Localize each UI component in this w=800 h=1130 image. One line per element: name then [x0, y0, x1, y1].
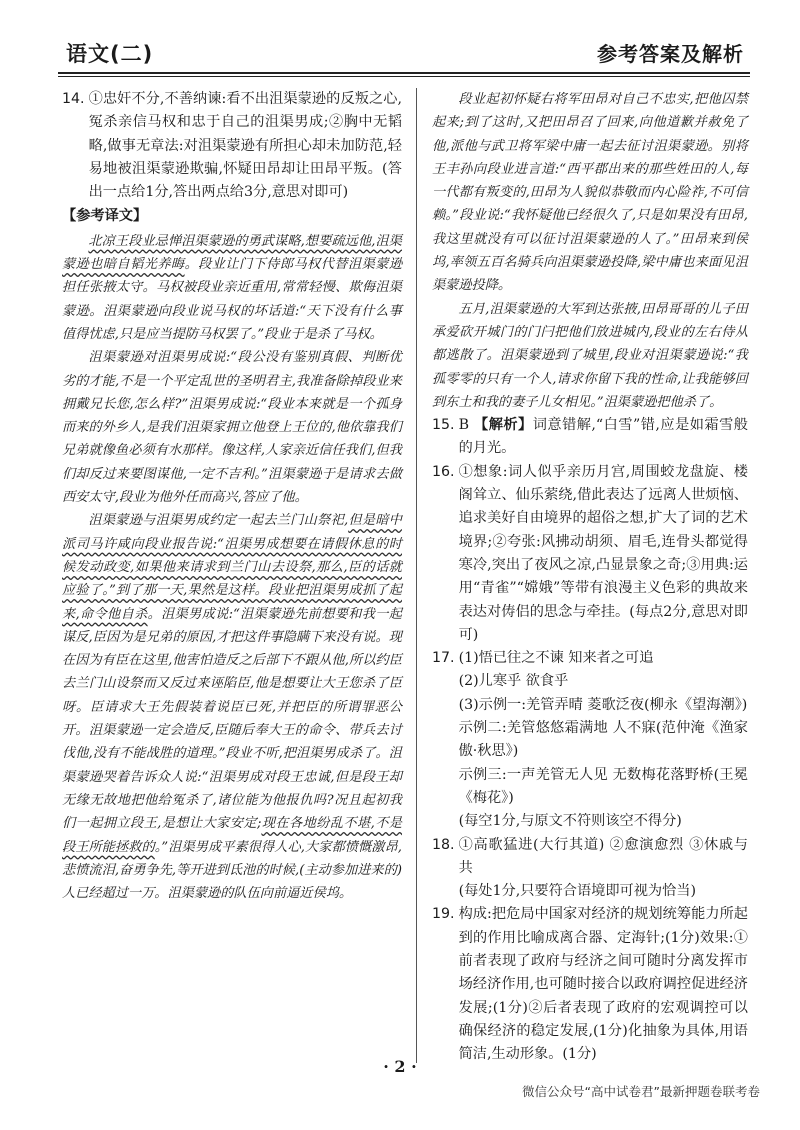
header-rule-thin — [58, 76, 750, 77]
translation-paragraph: 沮渠蒙逊对沮渠男成说:“段公没有鉴别真假、判断优劣的才能,不是一个平定乱世的圣明君主,我准备除掉段业来拥戴兄长您,怎么样?”沮渠男成说:“段业本来就是一个孤身而来的外乡人,是我们沮渠家拥立他登上王位的,他依靠我们兄弟就像鱼必须有水那样。像这样,人家亲近信任我们,但我们却反过来要图谋他,一定不吉利。”沮渠蒙逊于是请求去做西安太守,段业为他外任而高兴,答应了他。 — [62, 350, 402, 506]
answer-line: 示例三:一声羌管无人见 无数梅花落野桥(王冕《梅花》) — [458, 766, 748, 806]
answer-15 — [432, 414, 748, 461]
answer-line: ①高歌猛进(大行其道) ②愈演愈烈 ③休戚与共 — [458, 836, 748, 876]
answer-text: 构成:把危局中国家对经济的规划统筹能力所起到的作用比喻成离合器、定海针;(1分)效果:①前者表现了政府与经济之间可随时分离发挥市场经济作用,也可随时接合以政府调控促进经济发展;(1分)②后者表现了政府的宏观调控可以确保经济的稳定发展,(1分)化抽象为具体,用语简洁,生动形象。(1分) — [458, 906, 748, 1063]
column-divider — [416, 88, 417, 1063]
page-number: · 2 · — [383, 1057, 417, 1076]
answer-14 — [62, 88, 402, 204]
answer-17 — [432, 647, 748, 833]
answer-text: ①忠奸不分,不善纳谏:看不出沮渠蒙逊的反叛之心,冤杀亲信马权和忠于自己的沮渠男成;②胸中无韬略,做事无章法:对沮渠蒙逊有所担心却未加防范,轻易地被沮渠蒙逊欺骗,怀疑田昂却让田昂平叛。(答出一点给1分,答出两点给3分,意思对即可) — [88, 91, 402, 201]
answer-18 — [432, 834, 748, 904]
translation-paragraph: 五月,沮渠蒙逊的大军到达张掖,田昂哥哥的儿子田承爱砍开城门的门闩把他们放进城内,段业的左右侍从都逃散了。沮渠蒙逊到了城里,段业对沮渠蒙逊说:“我孤零零的只有一个人,请求你留下我的性命,让我能够回到东土和我的妻子儿女相见。”沮渠蒙逊把他杀了。 — [432, 301, 748, 410]
translation-text: 。沮渠男成说:“沮渠蒙逊先前想要和我一起谋反,臣因为是兄弟的原因,才把这件事隐瞒下来没有说。现在因为有臣在这里,他害怕造反之后部下不跟从他,所以约臣去兰门山设祭而又反过来诬陷臣,他是想要让大王您杀了臣呀。臣请求大王先假装着说臣已死,并把臣的所谓罪恶公开。沮渠蒙逊一定会造反,臣随后奉大王的命令、带兵去讨伐他,没有不能战胜的道理。”段业不听,把沮渠男成杀了。沮渠蒙逊哭着告诉众人说:“沮渠男成对段王忠诚,但是段王却无缘无故地把他给冤杀了,诸位能为他报仇吗?况且起初我们一起拥立段王,是想让大家安定; — [62, 606, 402, 832]
question-number: 16. — [432, 463, 455, 480]
answer-line: (3)示例一:羌管弄晴 菱歌泛夜(柳永《望海潮》) — [458, 696, 748, 713]
translation-paragraph — [62, 230, 402, 346]
answer-line: 示例二:羌管悠悠霜满地 人不寐(范仲淹《渔家傲·秋思》) — [458, 720, 748, 760]
page-header — [58, 28, 750, 76]
answer-letter: B — [458, 417, 470, 434]
answer-line: (1)悟已往之不谏 知来者之可追 — [458, 650, 654, 667]
header-rule — [58, 72, 750, 74]
question-number: 17. — [432, 650, 455, 667]
translation-text: 。段业让门下侍郎马权代替沮渠蒙逊担任张掖太守。马权被段业亲近重用,常常轻慢、欺侮沮渠蒙逊。沮渠蒙逊向段业说马权的坏话道:“天下没有什么事值得忧虑,只是应当提防马权罢了。”段业于是杀了马权。 — [62, 257, 403, 342]
translation-text: 。”沮渠男成平素很得人心,大家都愤慨激昂,悲愤流泪,奋勇争先,等开进到氐池的时候,(主动参加进来的)人已经超过一万。沮渠蒙逊的队伍向前逼近侯坞。 — [62, 839, 402, 902]
wavy-underlined-sentence: 北凉王段业忌惮沮渠蒙逊的勇武谋略,想要疏远他,沮渠蒙逊也暗自韬光养晦 — [62, 233, 402, 273]
answer-19 — [432, 903, 748, 1066]
watermark-text: 微信公众号“高中试卷君”最新押题卷联考卷 — [522, 1084, 760, 1099]
question-number: 18. — [432, 836, 455, 853]
section-title: 参考答案及解析 — [597, 42, 744, 66]
translation-paragraph: 段业起初怀疑右将军田昂对自己不忠实,把他囚禁起来;到了这时,又把田昂召了回来,向他道歉并赦免了他,派他与武卫将军梁中庸一起去征讨沮渠蒙逊。别将王丰孙向段业进言道:“西平郡出来的那些姓田的人,每一代都有叛变的,田昂为人貌似恭敬而内心险祚,不可信赖。”段业说:“我怀疑他已经很久了,只是如果没有田昂,我这里就没有可以征讨沮渠蒙逊的人了。”田昂来到侯坞,率领五百名骑兵向沮渠蒙逊投降,梁中庸也来面见沮渠蒙逊投降。 — [432, 92, 748, 294]
left-column — [62, 88, 402, 905]
translation-heading: 【参考译文】 — [62, 208, 148, 225]
wavy-underlined-sentence: 但是暗中派司马许咸向段业报告说:“沮渠男成想要在请假休息的时候发动政变,如果他来请求到兰门山去设祭,那么,臣的话就应验了。”到了那一天,果然是这样。段业把沮渠男成抓了起来,命令他自杀 — [62, 513, 402, 622]
answer-text: ①想象:词人似乎亲历月宫,周围蛟龙盘旋、楼阁耸立、仙乐萦绕,借此表达了远离人世烦恼、追求美好自由境界的超俗之想,扩大了词的艺术境界;②夸张:风拂动胡须、眉毛,连骨头都觉得寒冷,突出了夜风之凉,凸显景象之奇;③用典:运用“青雀”“嫦娥”等带有浪漫主义色彩的典故来表达对俦侣的思念与牵挂。(每点2分,意思对即可) — [458, 463, 748, 643]
answer-line: (2)儿寒乎 欲食乎 — [458, 673, 569, 690]
subject-title: 语文(二) — [66, 42, 154, 66]
translation-paragraph — [62, 509, 402, 905]
answer-16 — [432, 461, 748, 647]
translation-text: 沮渠蒙逊与沮渠男成约定一起去兰门山祭祀, — [88, 513, 349, 529]
right-column — [432, 88, 748, 1066]
wavy-underlined-sentence: 现在各地纷乱不堪,不是段王所能拯救的 — [62, 816, 402, 855]
question-number: 15. — [432, 417, 455, 434]
analysis-tag: 【解析】 — [474, 417, 533, 434]
question-number: 19. — [432, 906, 455, 923]
question-number: 14. — [62, 91, 85, 107]
answer-note: (每空1分,与原文不符则该空不得分) — [458, 813, 682, 830]
answer-text: 词意错解,“白雪”错,应是如霜雪般的月光。 — [458, 417, 748, 457]
answer-note: (每处1分,只要符合语境即可视为恰当) — [458, 883, 696, 900]
